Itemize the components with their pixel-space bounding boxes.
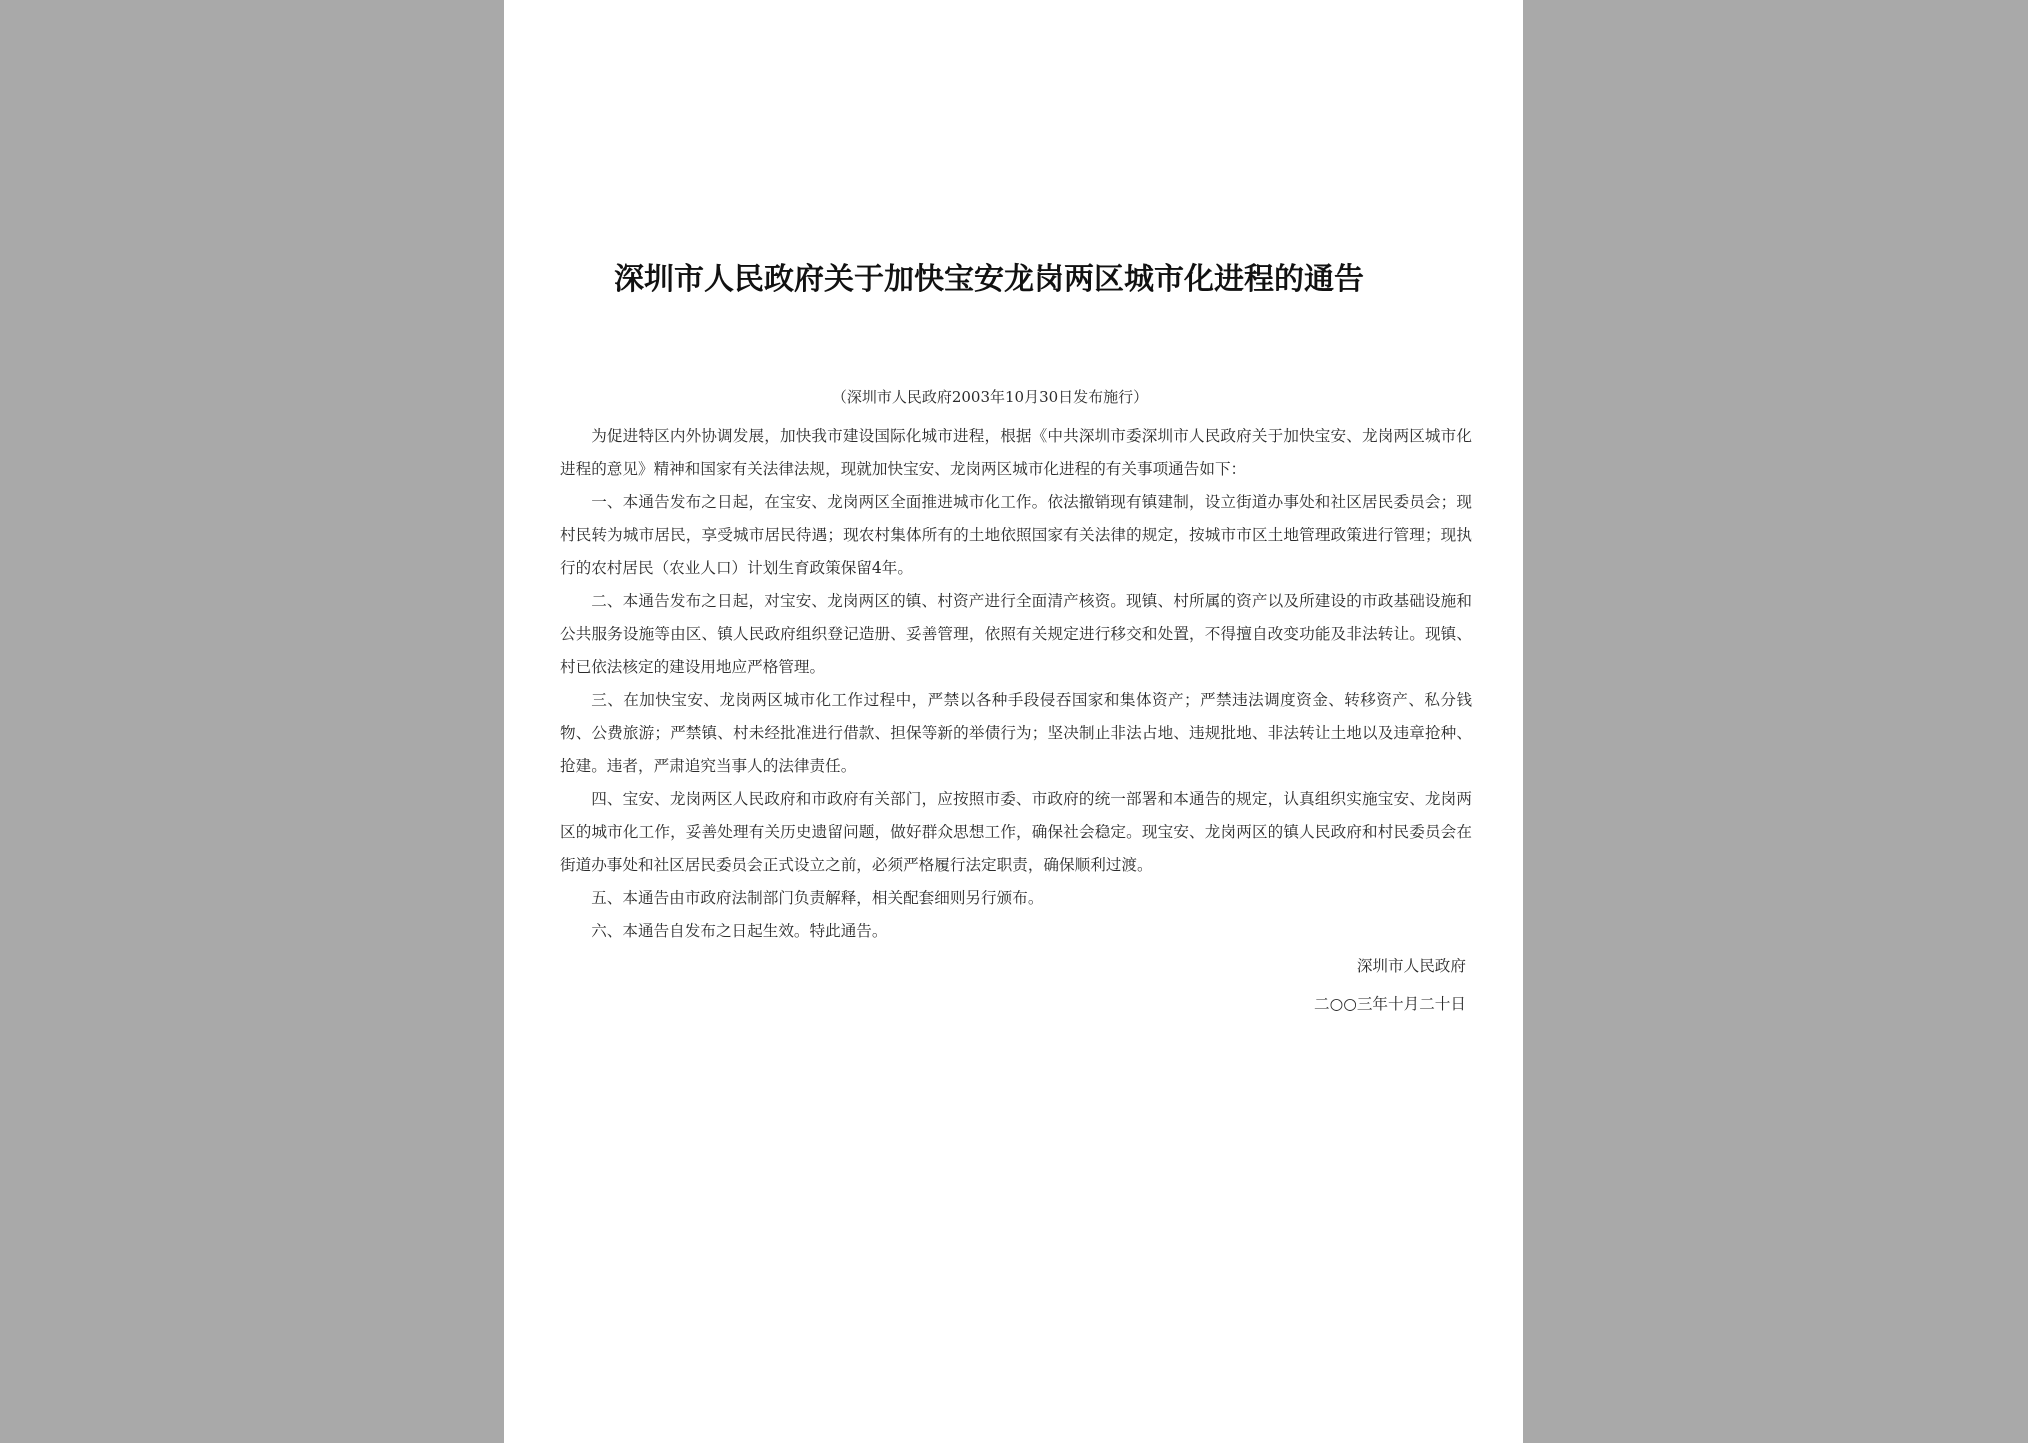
paragraph-item-5: 五、本通告由市政府法制部门负责解释，相关配套细则另行颁布。 [591, 889, 1044, 907]
document-title: 深圳市人民政府关于加快宝安龙岗两区城市化进程的通告 [614, 262, 1364, 297]
document-page [504, 0, 1523, 1443]
paragraph-item-3: 三、在加快宝安、龙岗两区城市化工作过程中，严禁以各种手段侵吞国家和集体资产；严禁违法调度资金、转移资产、私分钱物、公费旅游；严禁镇、村未经批准进行借款、担保等新的举债行为；坚决制止非法占地、违规批地、非法转让土地以及违章抢种、抢建。违者，严肃追究当事人的法律责任。 [560, 691, 1472, 775]
paragraph-item-6: 六、本通告自发布之日起生效。特此通告。 [591, 922, 888, 940]
paragraph-item-2: 二、本通告发布之日起，对宝安、龙岗两区的镇、村资产进行全面清产核资。现镇、村所属的资产以及所建设的市政基础设施和公共服务设施等由区、镇人民政府组织登记造册、妥善管理，依照有关规定进行移交和处置，不得擅自改变功能及非法转让。现镇、村已依法核定的建设用地应严格管理。 [560, 592, 1472, 676]
signature-block [1314, 947, 1466, 1023]
paragraph-intro: 为促进特区内外协调发展，加快我市建设国际化城市进程，根据《中共深圳市委深圳市人民政府关于加快宝安、龙岗两区城市化进程的意见》精神和国家有关法律法规，现就加快宝安、龙岗两区城市化进程的有关事项通告如下： [560, 427, 1472, 478]
paragraph-item-1: 一、本通告发布之日起，在宝安、龙岗两区全面推进城市化工作。依法撤销现有镇建制，设立街道办事处和社区居民委员会；现村民转为城市居民，享受城市居民待遇；现农村集体所有的土地依照国家有关法律的规定，按城市市区土地管理政策进行管理；现执行的农村居民（农业人口）计划生育政策保留4年。 [560, 493, 1472, 577]
signature-issuer: 深圳市人民政府 [1356, 957, 1466, 975]
document-body [560, 420, 1472, 948]
signature-date: 二○○三年十月二十日 [1314, 995, 1466, 1013]
document-subtitle: （深圳市人民政府2003年10月30日发布施行） [831, 388, 1149, 406]
paragraph-item-4: 四、宝安、龙岗两区人民政府和市政府有关部门，应按照市委、市政府的统一部署和本通告的规定，认真组织实施宝安、龙岗两区的城市化工作，妥善处理有关历史遗留问题，做好群众思想工作，确保社会稳定。现宝安、龙岗两区的镇人民政府和村民委员会在街道办事处和社区居民委员会正式设立之前，必须严格履行法定职责，确保顺利过渡。 [560, 790, 1472, 874]
